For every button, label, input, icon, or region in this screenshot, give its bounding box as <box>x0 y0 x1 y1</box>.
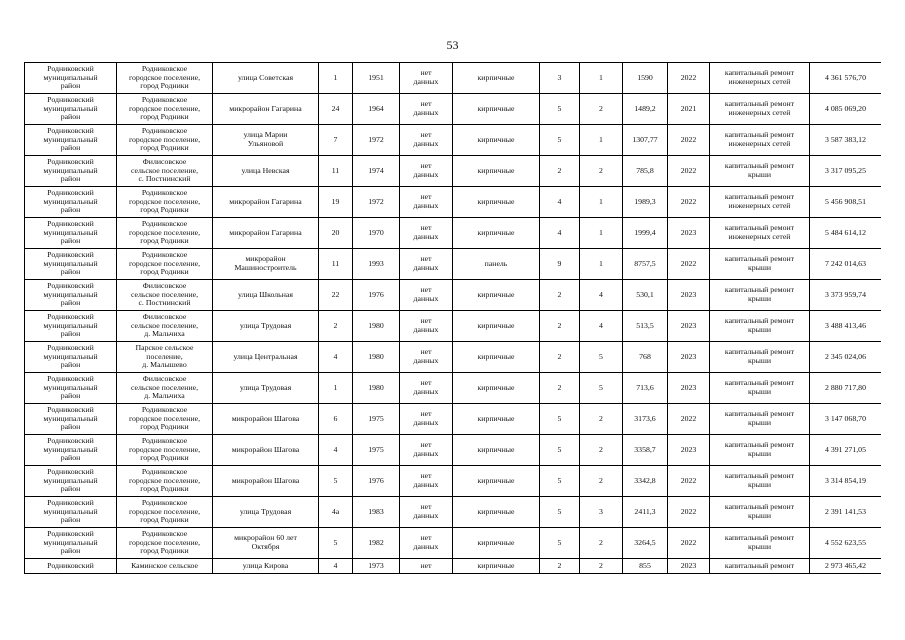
work-type-cell: капитальный ремонт крыши <box>710 497 810 528</box>
house-number-cell: 24 <box>319 94 353 125</box>
work-type-cell: капитальный ремонт крыши <box>710 311 810 342</box>
table-body <box>25 63 882 574</box>
street-cell: микрорайон 60 лет Октября <box>213 528 319 559</box>
table-row <box>25 435 882 466</box>
district-cell: Родниковский муниципальный район <box>25 342 117 373</box>
entrances-cell: 3 <box>580 497 623 528</box>
data-cell: нет данных <box>400 435 453 466</box>
street-cell: улица Советская <box>213 63 319 94</box>
area-cell: 1590 <box>623 63 668 94</box>
house-number-cell: 2 <box>319 311 353 342</box>
cost-cell: 4 552 623,55 <box>810 528 882 559</box>
page-number: 53 <box>446 38 459 52</box>
house-number-cell: 1 <box>319 373 353 404</box>
area-cell: 513,5 <box>623 311 668 342</box>
settlement-cell: Филисовское сельское поселение, с. Постнинский <box>117 156 213 187</box>
build-year-cell: 1976 <box>353 466 400 497</box>
settlement-cell: Родниковское городское поселение, город Родники <box>117 125 213 156</box>
data-cell: нет данных <box>400 125 453 156</box>
build-year-cell: 1983 <box>353 497 400 528</box>
plan-year-cell: 2022 <box>668 156 710 187</box>
house-number-cell: 5 <box>319 466 353 497</box>
data-cell: нет данных <box>400 94 453 125</box>
entrances-cell: 1 <box>580 187 623 218</box>
street-cell: улица Марии Ульяновой <box>213 125 319 156</box>
table-row <box>25 187 882 218</box>
data-cell: нет данных <box>400 187 453 218</box>
table-row <box>25 311 882 342</box>
work-type-cell: капитальный ремонт крыши <box>710 342 810 373</box>
build-year-cell: 1975 <box>353 435 400 466</box>
work-type-cell: капитальный ремонт инженерных сетей <box>710 187 810 218</box>
street-cell: улица Центральная <box>213 342 319 373</box>
entrances-cell: 2 <box>580 466 623 497</box>
work-type-cell: капитальный ремонт крыши <box>710 528 810 559</box>
house-number-cell: 4а <box>319 497 353 528</box>
wall-material-cell: кирпичные <box>453 187 540 218</box>
settlement-cell: Родниковское городское поселение, город Родники <box>117 528 213 559</box>
data-cell: нет данных <box>400 466 453 497</box>
cost-cell: 3 314 854,19 <box>810 466 882 497</box>
entrances-cell: 2 <box>580 435 623 466</box>
data-cell: нет данных <box>400 249 453 280</box>
wall-material-cell: кирпичные <box>453 435 540 466</box>
wall-material-cell: кирпичные <box>453 497 540 528</box>
house-number-cell: 11 <box>319 156 353 187</box>
work-type-cell: капитальный ремонт инженерных сетей <box>710 125 810 156</box>
work-type-cell: капитальный ремонт инженерных сетей <box>710 63 810 94</box>
work-type-cell: капитальный ремонт инженерных сетей <box>710 218 810 249</box>
settlement-cell: Родниковское городское поселение, город Родники <box>117 218 213 249</box>
district-cell: Родниковский муниципальный район <box>25 435 117 466</box>
street-cell: микрорайон Шагова <box>213 466 319 497</box>
settlement-cell: Филисовское сельское поселение, д. Мальчиха <box>117 373 213 404</box>
floors-cell: 5 <box>540 497 580 528</box>
floors-cell: 3 <box>540 63 580 94</box>
settlement-cell: Филисовское сельское поселение, с. Постнинский <box>117 280 213 311</box>
district-cell: Родниковский муниципальный район <box>25 156 117 187</box>
wall-material-cell: кирпичные <box>453 559 540 574</box>
build-year-cell: 1975 <box>353 404 400 435</box>
house-number-cell: 7 <box>319 125 353 156</box>
wall-material-cell: кирпичные <box>453 466 540 497</box>
housing-table <box>24 62 881 574</box>
street-cell: микрорайон Гагарина <box>213 187 319 218</box>
cost-cell: 2 880 717,80 <box>810 373 882 404</box>
district-cell: Родниковский муниципальный район <box>25 404 117 435</box>
housing-table-container <box>24 62 881 590</box>
table-row <box>25 373 882 404</box>
street-cell: микрорайон Гагарина <box>213 218 319 249</box>
table-row <box>25 218 882 249</box>
house-number-cell: 20 <box>319 218 353 249</box>
data-cell: нет данных <box>400 342 453 373</box>
settlement-cell: Парское сельское поселение, д. Малышево <box>117 342 213 373</box>
settlement-cell: Филисовское сельское поселение, д. Мальчиха <box>117 311 213 342</box>
floors-cell: 5 <box>540 94 580 125</box>
street-cell: улица Трудовая <box>213 497 319 528</box>
district-cell: Родниковский муниципальный район <box>25 187 117 218</box>
plan-year-cell: 2022 <box>668 528 710 559</box>
build-year-cell: 1980 <box>353 311 400 342</box>
build-year-cell: 1974 <box>353 156 400 187</box>
area-cell: 768 <box>623 342 668 373</box>
cost-cell: 7 242 014,63 <box>810 249 882 280</box>
table-row <box>25 156 882 187</box>
table-row <box>25 63 882 94</box>
data-cell: нет данных <box>400 280 453 311</box>
work-type-cell: капитальный ремонт крыши <box>710 466 810 497</box>
entrances-cell: 2 <box>580 559 623 574</box>
build-year-cell: 1951 <box>353 63 400 94</box>
area-cell: 1989,3 <box>623 187 668 218</box>
wall-material-cell: кирпичные <box>453 311 540 342</box>
district-cell: Родниковский муниципальный район <box>25 311 117 342</box>
floors-cell: 4 <box>540 187 580 218</box>
table-row <box>25 497 882 528</box>
area-cell: 1999,4 <box>623 218 668 249</box>
build-year-cell: 1972 <box>353 187 400 218</box>
street-cell: улица Кирова <box>213 559 319 574</box>
plan-year-cell: 2023 <box>668 280 710 311</box>
table-row <box>25 528 882 559</box>
house-number-cell: 4 <box>319 342 353 373</box>
area-cell: 3264,5 <box>623 528 668 559</box>
cost-cell: 3 587 383,12 <box>810 125 882 156</box>
work-type-cell: капитальный ремонт крыши <box>710 435 810 466</box>
cost-cell: 3 317 095,25 <box>810 156 882 187</box>
cost-cell: 3 147 068,70 <box>810 404 882 435</box>
entrances-cell: 4 <box>580 280 623 311</box>
plan-year-cell: 2022 <box>668 63 710 94</box>
area-cell: 3358,7 <box>623 435 668 466</box>
plan-year-cell: 2022 <box>668 125 710 156</box>
district-cell: Родниковский муниципальный район <box>25 280 117 311</box>
build-year-cell: 1976 <box>353 280 400 311</box>
house-number-cell: 4 <box>319 559 353 574</box>
area-cell: 530,1 <box>623 280 668 311</box>
area-cell: 785,8 <box>623 156 668 187</box>
wall-material-cell: кирпичные <box>453 528 540 559</box>
settlement-cell: Каминское сельское <box>117 559 213 574</box>
street-cell: микрорайон Шагова <box>213 404 319 435</box>
settlement-cell: Родниковское городское поселение, город Родники <box>117 497 213 528</box>
data-cell: нет данных <box>400 218 453 249</box>
plan-year-cell: 2022 <box>668 249 710 280</box>
floors-cell: 5 <box>540 404 580 435</box>
entrances-cell: 2 <box>580 94 623 125</box>
build-year-cell: 1970 <box>353 218 400 249</box>
entrances-cell: 5 <box>580 342 623 373</box>
entrances-cell: 5 <box>580 373 623 404</box>
district-cell: Родниковский муниципальный район <box>25 466 117 497</box>
table-row <box>25 249 882 280</box>
house-number-cell: 6 <box>319 404 353 435</box>
plan-year-cell: 2022 <box>668 497 710 528</box>
table-row <box>25 342 882 373</box>
table-row <box>25 559 882 574</box>
work-type-cell: капитальный ремонт крыши <box>710 249 810 280</box>
data-cell: нет данных <box>400 404 453 435</box>
house-number-cell: 22 <box>319 280 353 311</box>
wall-material-cell: кирпичные <box>453 94 540 125</box>
area-cell: 3173,6 <box>623 404 668 435</box>
wall-material-cell: кирпичные <box>453 63 540 94</box>
floors-cell: 5 <box>540 125 580 156</box>
entrances-cell: 1 <box>580 125 623 156</box>
cost-cell: 4 361 576,70 <box>810 63 882 94</box>
floors-cell: 2 <box>540 156 580 187</box>
district-cell: Родниковский муниципальный район <box>25 497 117 528</box>
district-cell: Родниковский муниципальный район <box>25 249 117 280</box>
house-number-cell: 4 <box>319 435 353 466</box>
district-cell: Родниковский муниципальный район <box>25 94 117 125</box>
cost-cell: 3 373 959,74 <box>810 280 882 311</box>
area-cell: 3342,8 <box>623 466 668 497</box>
work-type-cell: капитальный ремонт крыши <box>710 404 810 435</box>
settlement-cell: Родниковское городское поселение, город Родники <box>117 435 213 466</box>
street-cell: улица Школьная <box>213 280 319 311</box>
plan-year-cell: 2022 <box>668 404 710 435</box>
build-year-cell: 1982 <box>353 528 400 559</box>
street-cell: микрорайон Шагова <box>213 435 319 466</box>
cost-cell: 2 973 465,42 <box>810 559 882 574</box>
wall-material-cell: кирпичные <box>453 404 540 435</box>
cost-cell: 5 484 614,12 <box>810 218 882 249</box>
wall-material-cell: кирпичные <box>453 218 540 249</box>
build-year-cell: 1993 <box>353 249 400 280</box>
wall-material-cell: кирпичные <box>453 373 540 404</box>
plan-year-cell: 2023 <box>668 373 710 404</box>
plan-year-cell: 2023 <box>668 559 710 574</box>
house-number-cell: 1 <box>319 63 353 94</box>
wall-material-cell: кирпичные <box>453 125 540 156</box>
work-type-cell: капитальный ремонт крыши <box>710 373 810 404</box>
work-type-cell: капитальный ремонт крыши <box>710 156 810 187</box>
district-cell: Родниковский муниципальный район <box>25 125 117 156</box>
plan-year-cell: 2023 <box>668 435 710 466</box>
work-type-cell: капитальный ремонт инженерных сетей <box>710 94 810 125</box>
floors-cell: 2 <box>540 373 580 404</box>
cost-cell: 3 488 413,46 <box>810 311 882 342</box>
table-row <box>25 94 882 125</box>
area-cell: 1307,77 <box>623 125 668 156</box>
district-cell: Родниковский муниципальный район <box>25 528 117 559</box>
house-number-cell: 5 <box>319 528 353 559</box>
build-year-cell: 1980 <box>353 342 400 373</box>
house-number-cell: 11 <box>319 249 353 280</box>
floors-cell: 2 <box>540 342 580 373</box>
table-row <box>25 404 882 435</box>
plan-year-cell: 2021 <box>668 94 710 125</box>
build-year-cell: 1964 <box>353 94 400 125</box>
settlement-cell: Родниковское городское поселение, город Родники <box>117 404 213 435</box>
wall-material-cell: панель <box>453 249 540 280</box>
cost-cell: 2 345 024,06 <box>810 342 882 373</box>
data-cell: нет данных <box>400 311 453 342</box>
cost-cell: 2 391 141,53 <box>810 497 882 528</box>
work-type-cell: капитальный ремонт <box>710 559 810 574</box>
table-row <box>25 466 882 497</box>
floors-cell: 2 <box>540 280 580 311</box>
district-cell: Родниковский муниципальный район <box>25 63 117 94</box>
floors-cell: 5 <box>540 528 580 559</box>
plan-year-cell: 2022 <box>668 466 710 497</box>
entrances-cell: 2 <box>580 528 623 559</box>
area-cell: 1489,2 <box>623 94 668 125</box>
floors-cell: 5 <box>540 466 580 497</box>
floors-cell: 5 <box>540 435 580 466</box>
data-cell: нет данных <box>400 497 453 528</box>
area-cell: 855 <box>623 559 668 574</box>
work-type-cell: капитальный ремонт крыши <box>710 280 810 311</box>
settlement-cell: Родниковское городское поселение, город Родники <box>117 466 213 497</box>
plan-year-cell: 2023 <box>668 311 710 342</box>
build-year-cell: 1972 <box>353 125 400 156</box>
area-cell: 2411,3 <box>623 497 668 528</box>
entrances-cell: 1 <box>580 218 623 249</box>
plan-year-cell: 2022 <box>668 187 710 218</box>
table-row <box>25 125 882 156</box>
entrances-cell: 2 <box>580 156 623 187</box>
data-cell: нет <box>400 559 453 574</box>
build-year-cell: 1973 <box>353 559 400 574</box>
data-cell: нет данных <box>400 373 453 404</box>
plan-year-cell: 2023 <box>668 342 710 373</box>
street-cell: микрорайон Гагарина <box>213 94 319 125</box>
floors-cell: 4 <box>540 218 580 249</box>
cost-cell: 4 391 271,05 <box>810 435 882 466</box>
entrances-cell: 4 <box>580 311 623 342</box>
house-number-cell: 19 <box>319 187 353 218</box>
data-cell: нет данных <box>400 528 453 559</box>
entrances-cell: 1 <box>580 63 623 94</box>
data-cell: нет данных <box>400 156 453 187</box>
district-cell: Родниковский муниципальный район <box>25 218 117 249</box>
entrances-cell: 2 <box>580 404 623 435</box>
district-cell: Родниковский муниципальный район <box>25 373 117 404</box>
table-row <box>25 280 882 311</box>
entrances-cell: 1 <box>580 249 623 280</box>
floors-cell: 9 <box>540 249 580 280</box>
street-cell: улица Трудовая <box>213 311 319 342</box>
cost-cell: 4 085 069,20 <box>810 94 882 125</box>
street-cell: микрорайон Машиностроитель <box>213 249 319 280</box>
wall-material-cell: кирпичные <box>453 280 540 311</box>
wall-material-cell: кирпичные <box>453 342 540 373</box>
area-cell: 8757,5 <box>623 249 668 280</box>
build-year-cell: 1980 <box>353 373 400 404</box>
settlement-cell: Родниковское городское поселение, город Родники <box>117 94 213 125</box>
area-cell: 713,6 <box>623 373 668 404</box>
wall-material-cell: кирпичные <box>453 156 540 187</box>
plan-year-cell: 2023 <box>668 218 710 249</box>
settlement-cell: Родниковское городское поселение, город Родники <box>117 249 213 280</box>
settlement-cell: Родниковское городское поселение, город Родники <box>117 63 213 94</box>
settlement-cell: Родниковское городское поселение, город Родники <box>117 187 213 218</box>
floors-cell: 2 <box>540 311 580 342</box>
street-cell: улица Трудовая <box>213 373 319 404</box>
district-cell: Родниковский <box>25 559 117 574</box>
data-cell: нет данных <box>400 63 453 94</box>
cost-cell: 5 456 908,51 <box>810 187 882 218</box>
floors-cell: 2 <box>540 559 580 574</box>
street-cell: улица Невская <box>213 156 319 187</box>
